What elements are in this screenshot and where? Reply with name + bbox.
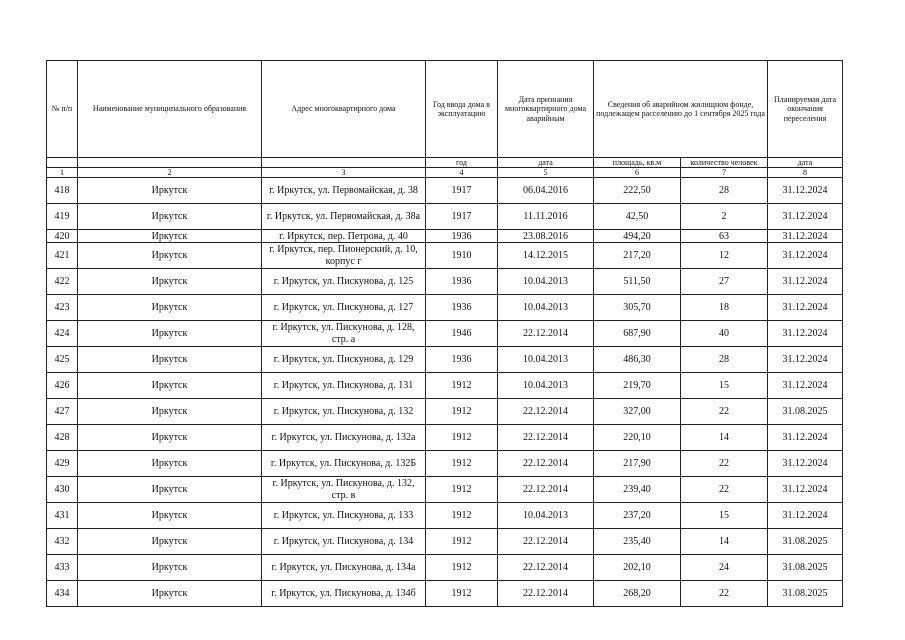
- column-number: 4: [426, 168, 498, 178]
- municipality-cell: Иркутск: [78, 243, 262, 269]
- emergency-date-cell: 22.12.2014: [498, 581, 594, 607]
- address-cell: г. Иркутск, ул. Пискунова, д. 132Б: [262, 451, 426, 477]
- address-cell: г. Иркутск, ул. Пискунова, д. 133: [262, 503, 426, 529]
- municipality-cell: Иркутск: [78, 477, 262, 503]
- municipality-cell: Иркутск: [78, 451, 262, 477]
- planned-end-date-cell: 31.12.2024: [768, 230, 843, 243]
- planned-end-date-cell: 31.12.2024: [768, 503, 843, 529]
- resettlement-table: [46, 60, 843, 607]
- municipality-cell: Иркутск: [78, 529, 262, 555]
- area-cell: 235,40: [594, 529, 681, 555]
- emergency-date-cell: 10.04.2013: [498, 373, 594, 399]
- area-cell: 687,90: [594, 321, 681, 347]
- emergency-date-cell: 10.04.2013: [498, 503, 594, 529]
- address-cell: г. Иркутск, пер. Петрова, д. 40: [262, 230, 426, 243]
- table-body: [47, 178, 843, 607]
- planned-end-date-cell: 31.12.2024: [768, 477, 843, 503]
- area-cell: 237,20: [594, 503, 681, 529]
- subheader-date: дата: [498, 158, 594, 168]
- address-cell: г. Иркутск, ул. Первомайская, д. 38а: [262, 204, 426, 230]
- area-cell: 239,40: [594, 477, 681, 503]
- address-cell: г. Иркутск, ул. Пискунова, д. 134: [262, 529, 426, 555]
- table-row: [47, 503, 843, 529]
- municipality-cell: Иркутск: [78, 321, 262, 347]
- emergency-date-cell: 10.04.2013: [498, 269, 594, 295]
- people-count-cell: 40: [681, 321, 768, 347]
- municipality-cell: Иркутск: [78, 399, 262, 425]
- address-cell: г. Иркутск, ул. Пискунова, д. 132а: [262, 425, 426, 451]
- area-cell: 217,20: [594, 243, 681, 269]
- column-number: 8: [768, 168, 843, 178]
- table-row: [47, 230, 843, 243]
- header-emergency-date: Дата признания многоквартирного дома аварийным: [498, 61, 594, 158]
- row-number-cell: 427: [47, 399, 78, 425]
- row-number-cell: 423: [47, 295, 78, 321]
- subheader-area: площадь, кв.м: [594, 158, 681, 168]
- address-cell: г. Иркутск, ул. Пискунова, д. 129: [262, 347, 426, 373]
- planned-end-date-cell: 31.08.2025: [768, 529, 843, 555]
- year-cell: 1912: [426, 373, 498, 399]
- municipality-cell: Иркутск: [78, 295, 262, 321]
- people-count-cell: 22: [681, 451, 768, 477]
- table-row: [47, 477, 843, 503]
- year-cell: 1910: [426, 243, 498, 269]
- subheader-year: год: [426, 158, 498, 168]
- row-number-cell: 428: [47, 425, 78, 451]
- people-count-cell: 27: [681, 269, 768, 295]
- area-cell: 268,20: [594, 581, 681, 607]
- row-number-cell: 421: [47, 243, 78, 269]
- planned-end-date-cell: 31.08.2025: [768, 399, 843, 425]
- column-number: 5: [498, 168, 594, 178]
- area-cell: 327,00: [594, 399, 681, 425]
- row-number-cell: 433: [47, 555, 78, 581]
- row-number-cell: 429: [47, 451, 78, 477]
- year-cell: 1917: [426, 178, 498, 204]
- municipality-cell: Иркутск: [78, 425, 262, 451]
- area-cell: 219,70: [594, 373, 681, 399]
- table-row: [47, 555, 843, 581]
- address-cell: г. Иркутск, ул. Пискунова, д. 131: [262, 373, 426, 399]
- people-count-cell: 12: [681, 243, 768, 269]
- table-row: [47, 581, 843, 607]
- planned-end-date-cell: 31.12.2024: [768, 425, 843, 451]
- emergency-date-cell: 11.11.2016: [498, 204, 594, 230]
- emergency-date-cell: 22.12.2014: [498, 399, 594, 425]
- people-count-cell: 14: [681, 425, 768, 451]
- people-count-cell: 22: [681, 477, 768, 503]
- column-number: 3: [262, 168, 426, 178]
- emergency-date-cell: 06.04.2016: [498, 178, 594, 204]
- year-cell: 1912: [426, 425, 498, 451]
- subheader-empty-1: [47, 158, 78, 168]
- people-count-cell: 22: [681, 581, 768, 607]
- address-cell: г. Иркутск, ул. Пискунова, д. 134а: [262, 555, 426, 581]
- table-row: [47, 321, 843, 347]
- year-cell: 1912: [426, 451, 498, 477]
- emergency-date-cell: 22.12.2014: [498, 529, 594, 555]
- planned-end-date-cell: 31.12.2024: [768, 373, 843, 399]
- people-count-cell: 63: [681, 230, 768, 243]
- table-row: [47, 243, 843, 269]
- address-cell: г. Иркутск, ул. Пискунова, д. 132, стр. в: [262, 477, 426, 503]
- year-cell: 1912: [426, 503, 498, 529]
- emergency-date-cell: 22.12.2014: [498, 555, 594, 581]
- column-number: 7: [681, 168, 768, 178]
- header-number: № п/п: [47, 61, 78, 158]
- year-cell: 1912: [426, 555, 498, 581]
- planned-end-date-cell: 31.12.2024: [768, 204, 843, 230]
- year-cell: 1936: [426, 230, 498, 243]
- municipality-cell: Иркутск: [78, 230, 262, 243]
- table-row: [47, 347, 843, 373]
- municipality-cell: Иркутск: [78, 347, 262, 373]
- area-cell: 494,20: [594, 230, 681, 243]
- table-row: [47, 425, 843, 451]
- people-count-cell: 15: [681, 373, 768, 399]
- column-number: 2: [78, 168, 262, 178]
- municipality-cell: Иркутск: [78, 204, 262, 230]
- subheader-empty-3: [262, 158, 426, 168]
- planned-end-date-cell: 31.12.2024: [768, 347, 843, 373]
- planned-end-date-cell: 31.12.2024: [768, 178, 843, 204]
- area-cell: 305,70: [594, 295, 681, 321]
- people-count-cell: 14: [681, 529, 768, 555]
- people-count-cell: 28: [681, 178, 768, 204]
- people-count-cell: 22: [681, 399, 768, 425]
- municipality-cell: Иркутск: [78, 373, 262, 399]
- subheader-row: [47, 158, 843, 168]
- row-number-cell: 418: [47, 178, 78, 204]
- subheader-people: количество человек: [681, 158, 768, 168]
- area-cell: 222,50: [594, 178, 681, 204]
- table-row: [47, 529, 843, 555]
- people-count-cell: 24: [681, 555, 768, 581]
- year-cell: 1946: [426, 321, 498, 347]
- area-cell: 217,90: [594, 451, 681, 477]
- area-cell: 220,10: [594, 425, 681, 451]
- column-number: 6: [594, 168, 681, 178]
- municipality-cell: Иркутск: [78, 581, 262, 607]
- header-housing-info: Сведения об аварийном жилищном фонде, подлежащем расселению до 1 сентября 2025 года: [594, 61, 768, 158]
- emergency-date-cell: 10.04.2013: [498, 295, 594, 321]
- row-number-cell: 426: [47, 373, 78, 399]
- address-cell: г. Иркутск, ул. Пискунова, д. 127: [262, 295, 426, 321]
- subheader-empty-2: [78, 158, 262, 168]
- table-row: [47, 204, 843, 230]
- column-number-row: [47, 168, 843, 178]
- people-count-cell: 2: [681, 204, 768, 230]
- row-number-cell: 424: [47, 321, 78, 347]
- planned-end-date-cell: 31.08.2025: [768, 581, 843, 607]
- table-row: [47, 399, 843, 425]
- address-cell: г. Иркутск, ул. Пискунова, д. 128, стр. а: [262, 321, 426, 347]
- year-cell: 1912: [426, 529, 498, 555]
- emergency-date-cell: 23.08.2016: [498, 230, 594, 243]
- planned-end-date-cell: 31.12.2024: [768, 243, 843, 269]
- header-row: [47, 61, 843, 158]
- year-cell: 1936: [426, 347, 498, 373]
- row-number-cell: 432: [47, 529, 78, 555]
- people-count-cell: 28: [681, 347, 768, 373]
- address-cell: г. Иркутск, ул. Пискунова, д. 132: [262, 399, 426, 425]
- people-count-cell: 15: [681, 503, 768, 529]
- people-count-cell: 18: [681, 295, 768, 321]
- municipality-cell: Иркутск: [78, 555, 262, 581]
- row-number-cell: 431: [47, 503, 78, 529]
- year-cell: 1912: [426, 399, 498, 425]
- area-cell: 486,30: [594, 347, 681, 373]
- column-number: 1: [47, 168, 78, 178]
- planned-end-date-cell: 31.12.2024: [768, 269, 843, 295]
- address-cell: г. Иркутск, ул. Пискунова, д. 134б: [262, 581, 426, 607]
- header-municipality: Наименование муниципального образования: [78, 61, 262, 158]
- area-cell: 202,10: [594, 555, 681, 581]
- row-number-cell: 434: [47, 581, 78, 607]
- area-cell: 42,50: [594, 204, 681, 230]
- emergency-date-cell: 22.12.2014: [498, 451, 594, 477]
- row-number-cell: 419: [47, 204, 78, 230]
- table-row: [47, 451, 843, 477]
- table-row: [47, 178, 843, 204]
- planned-end-date-cell: 31.12.2024: [768, 451, 843, 477]
- row-number-cell: 422: [47, 269, 78, 295]
- subheader-end-date: дата: [768, 158, 843, 168]
- header-planned-end-date: Планируемая дата окончания переселения: [768, 61, 843, 158]
- address-cell: г. Иркутск, пер. Пионерский, д. 10, корпус г: [262, 243, 426, 269]
- header-year-built: Год ввода дома в эксплуатацию: [426, 61, 498, 158]
- year-cell: 1912: [426, 581, 498, 607]
- row-number-cell: 430: [47, 477, 78, 503]
- header-address: Адрес многоквартирного дома: [262, 61, 426, 158]
- emergency-date-cell: 14.12.2015: [498, 243, 594, 269]
- table-row: [47, 295, 843, 321]
- year-cell: 1917: [426, 204, 498, 230]
- year-cell: 1936: [426, 269, 498, 295]
- planned-end-date-cell: 31.08.2025: [768, 555, 843, 581]
- emergency-date-cell: 22.12.2014: [498, 477, 594, 503]
- municipality-cell: Иркутск: [78, 503, 262, 529]
- planned-end-date-cell: 31.12.2024: [768, 295, 843, 321]
- table-row: [47, 269, 843, 295]
- table-row: [47, 373, 843, 399]
- emergency-date-cell: 22.12.2014: [498, 321, 594, 347]
- area-cell: 511,50: [594, 269, 681, 295]
- year-cell: 1912: [426, 477, 498, 503]
- year-cell: 1936: [426, 295, 498, 321]
- municipality-cell: Иркутск: [78, 178, 262, 204]
- row-number-cell: 420: [47, 230, 78, 243]
- emergency-date-cell: 22.12.2014: [498, 425, 594, 451]
- planned-end-date-cell: 31.12.2024: [768, 321, 843, 347]
- municipality-cell: Иркутск: [78, 269, 262, 295]
- emergency-date-cell: 10.04.2013: [498, 347, 594, 373]
- address-cell: г. Иркутск, ул. Пискунова, д. 125: [262, 269, 426, 295]
- row-number-cell: 425: [47, 347, 78, 373]
- address-cell: г. Иркутск, ул. Первомайская, д. 38: [262, 178, 426, 204]
